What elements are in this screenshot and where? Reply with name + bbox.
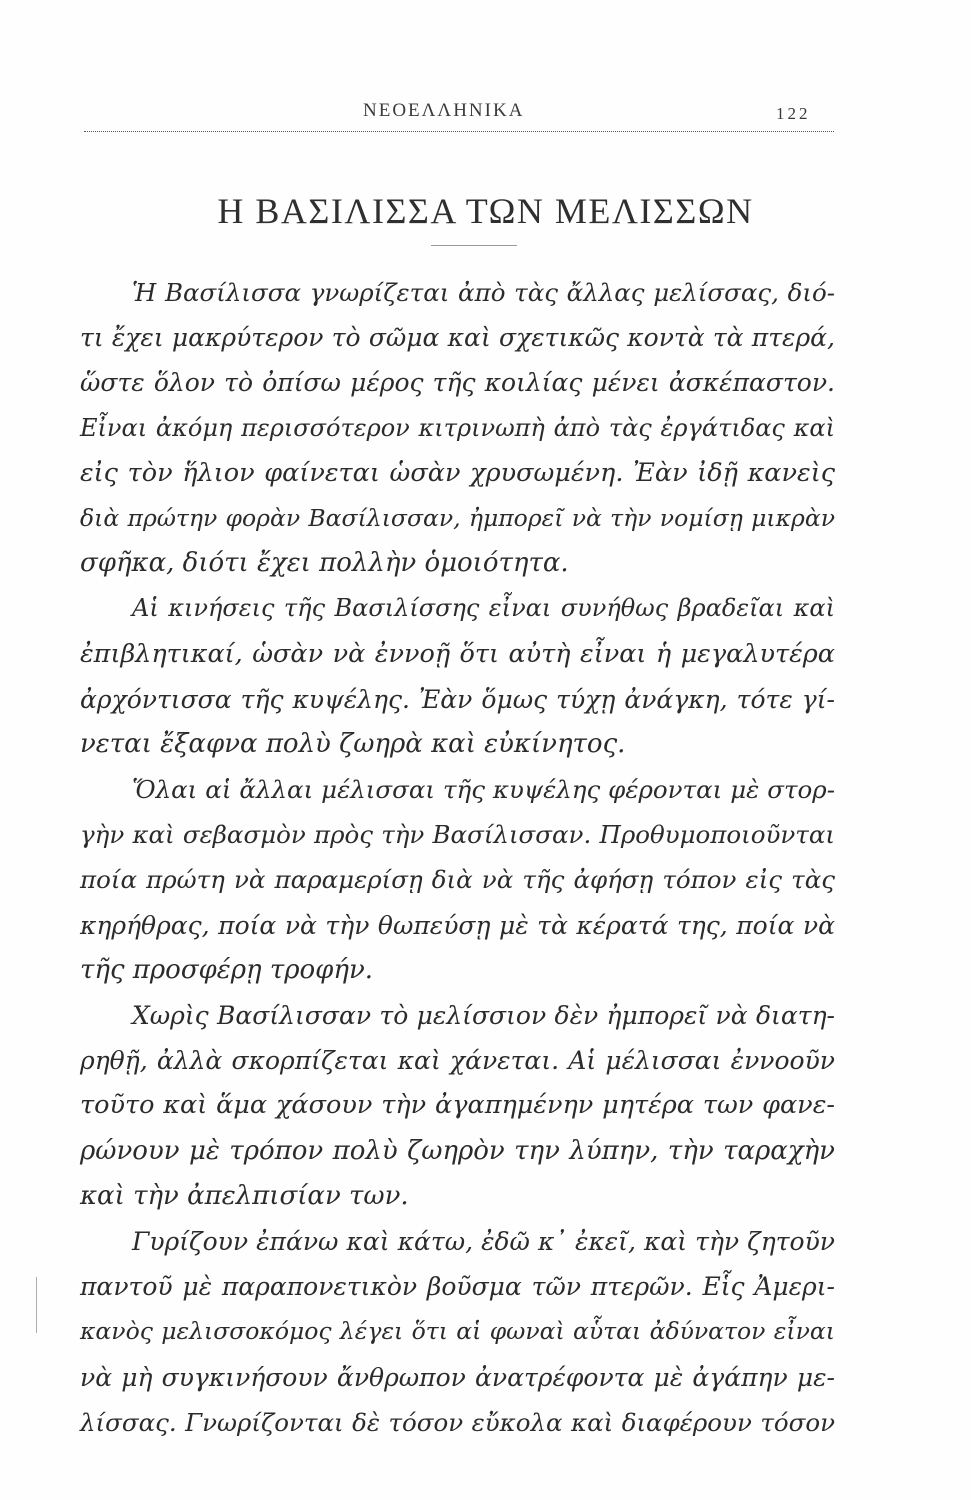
running-title: ΝΕΟΕΛΛΗΝΙΚΑ xyxy=(363,100,525,121)
title-rule xyxy=(431,245,517,246)
header-dotted-rule xyxy=(84,131,834,132)
text-line: κηρήθρας, ποία νὰ τὴν θωπεύσῃ μὲ τὰ κέρατά της, ποία νὰ xyxy=(80,910,835,940)
text-line: Ὅλαι αἱ ἄλλαι μέλισσαι τῆς κυψέλης φέρονται μὲ στορ- xyxy=(132,775,835,805)
text-line: Εἶναι ἀκόμη περισσότερον κιτρινωπὴ ἀπὸ τὰς ἐργάτιδας καὶ xyxy=(80,413,835,442)
text-line: κανὸς μελισσοκόμος λέγει ὅτι αἱ φωναὶ αὗται ἀδύνατον εἶναι xyxy=(80,1317,835,1346)
running-head xyxy=(0,98,971,128)
text-line: τῆς προσφέρῃ τροφήν. xyxy=(80,954,374,985)
text-line: Χωρὶς Βασίλισσαν τὸ μελίσσιον δὲν ἠμπορεῖ νὰ διατη- xyxy=(132,1001,835,1030)
text-line: ἐπιβλητικαί, ὡσὰν νὰ ἐννοῇ ὅτι αὐτὴ εἶναι ἡ μεγαλυτέρα xyxy=(80,638,835,669)
text-line: τι ἔχει μακρύτερον τὸ σῶμα καὶ σχετικῶς κοντὰ τὰ πτερά, xyxy=(80,323,835,353)
text-line: Γυρίζουν ἐπάνω καὶ κάτω, ἐδῶ κ᾽ ἐκεῖ, καὶ τὴν ζητοῦν xyxy=(132,1226,835,1256)
text-line: Ἡ Βασίλισσα γνωρίζεται ἀπὸ τὰς ἄλλας μελίσσας, διό- xyxy=(132,278,835,307)
text-line: ρηθῇ, ἀλλὰ σκορπίζεται καὶ χάνεται. Αἱ μέλισσαι ἐννοοῦν xyxy=(80,1046,835,1076)
text-line: τοῦτο καὶ ἅμα χάσουν τὴν ἀγαπημένην μητέρα των φανε- xyxy=(80,1090,835,1121)
body-text xyxy=(80,270,835,1445)
text-line: παντοῦ μὲ παραπονετικὸν βοῦσμα τῶν πτερῶν. Εἷς Ἀμερι- xyxy=(80,1272,835,1302)
text-line: λίσσας. Γνωρίζονται δὲ τόσον εὔκολα καὶ διαφέρουν τόσον xyxy=(80,1407,835,1437)
text-line: νὰ μὴ συγκινήσουν ἄνθρωπον ἀνατρέφοντα μὲ ἀγάπην με- xyxy=(80,1362,835,1392)
text-line: γὴν καὶ σεβασμὸν πρὸς τὴν Βασίλισσαν. Προθυμοποιοῦνται xyxy=(80,820,835,850)
text-line: ὥστε ὅλον τὸ ὀπίσω μέρος τῆς κοιλίας μένει ἀσκέπαστον. xyxy=(80,368,835,398)
text-line: ρώνουν μὲ τρόπον πολὺ ζωηρὸν την λύπην, τὴν ταραχὴν xyxy=(80,1135,835,1166)
margin-mark xyxy=(36,1277,39,1333)
text-line: εἰς τὸν ἥλιον φαίνεται ὡσὰν χρυσωμένη. Ἐὰν ἰδῇ κανεὶς xyxy=(80,457,835,488)
text-line: νεται ἔξαφνα πολὺ ζωηρὰ καὶ εὐκίνητος. xyxy=(80,728,626,759)
chapter-title: Η ΒΑΣΙΛΙΣΣΑ ΤΩΝ ΜΕΛΙΣΣΩΝ xyxy=(217,191,754,231)
text-line: σφῆκα, διότι ἔχει πολλὴν ὁμοιότητα. xyxy=(80,548,569,579)
text-line: ἀρχόντισσα τῆς κυψέλης. Ἐὰν ὅμως τύχῃ ἀνάγκη, τότε γί- xyxy=(80,684,835,714)
text-line: καὶ τὴν ἀπελπισίαν των. xyxy=(80,1180,409,1211)
page-number: 122 xyxy=(776,104,811,123)
text-line: ποία πρώτη νὰ παραμερίσῃ διὰ νὰ τῆς ἀφήσῃ τόπον εἰς τὰς xyxy=(80,865,835,895)
text-line: Αἱ κινήσεις τῆς Βασιλίσσης εἶναι συνήθως βραδεῖαι καὶ xyxy=(132,594,835,623)
text-line: διὰ πρώτην φορὰν Βασίλισσαν, ἠμπορεῖ νὰ τὴν νομίσῃ μικρὰν xyxy=(80,503,835,532)
